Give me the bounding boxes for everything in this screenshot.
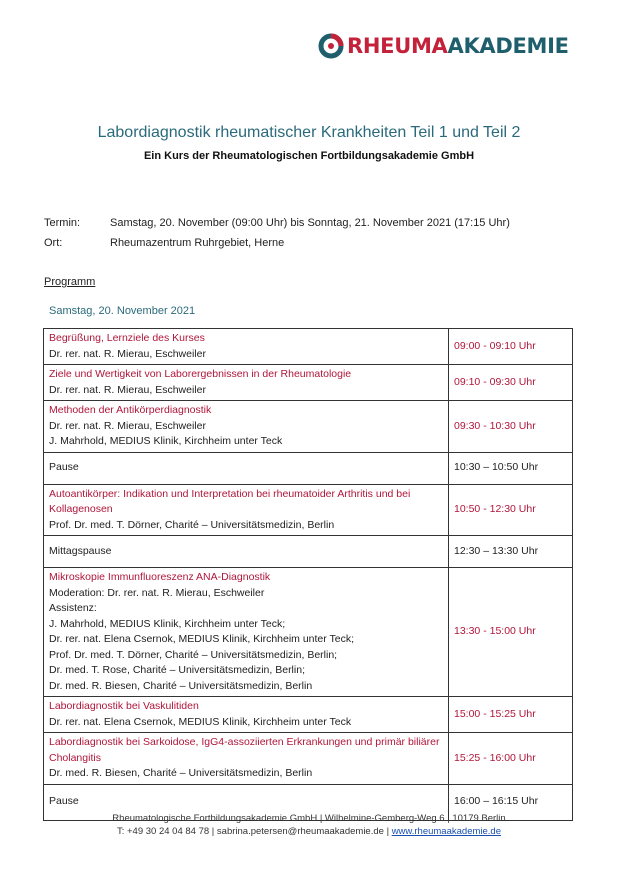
session-title: Labordiagnostik bei Sarkoidose, IgG4-assoziierten Erkrankungen und primär biliärer Cholangitis	[49, 736, 440, 764]
footer-contact	[0, 826, 618, 837]
table-row	[44, 733, 573, 785]
time-cell: 09:30 - 10:30 Uhr	[449, 401, 573, 453]
table-row	[44, 568, 573, 697]
table-row	[44, 484, 573, 536]
speaker-line: Dr. rer. nat. R. Mierau, Eschweiler	[49, 419, 206, 432]
meta-termin	[44, 217, 510, 229]
speaker-line: Dr. rer. nat. Elena Csernok, MEDIUS Klinik, Kirchheim unter Teck;	[49, 633, 355, 645]
table-row	[44, 365, 573, 401]
termin-value: Samstag, 20. November (09:00 Uhr) bis Sonntag, 21. November 2021 (17:15 Uhr)	[110, 217, 510, 229]
table-row	[44, 452, 573, 484]
time-cell: 15:25 - 16:00 Uhr	[449, 733, 573, 785]
speaker-line: Dr. med. T. Rose, Charité – Universitätsmedizin, Berlin;	[49, 664, 305, 676]
session-cell	[44, 568, 449, 697]
session-cell	[44, 329, 449, 365]
time-cell: 09:00 - 09:10 Uhr	[449, 329, 573, 365]
speaker-line: J. Mahrhold, MEDIUS Klinik, Kirchheim unter Teck	[49, 435, 283, 447]
speaker-line: Prof. Dr. med. T. Dörner, Charité – Universitätsmedizin, Berlin	[49, 518, 335, 531]
break-label: Mittagspause	[49, 544, 112, 557]
day-heading: Samstag, 20. November 2021	[49, 305, 196, 317]
break-label: Pause	[49, 461, 79, 474]
table-row	[44, 401, 573, 453]
ort-label: Ort:	[44, 237, 63, 249]
session-cell	[44, 484, 449, 536]
document-subtitle: Ein Kurs der Rheumatologischen Fortbildungsakademie GmbH	[143, 150, 475, 162]
speaker-line: Prof. Dr. med. T. Dörner, Charité – Universitätsmedizin, Berlin;	[49, 648, 338, 661]
break-cell	[44, 452, 449, 484]
session-cell	[44, 697, 449, 733]
time-cell: 12:30 – 13:30 Uhr	[449, 536, 573, 568]
programm-heading: Programm	[44, 276, 96, 288]
speaker-line: Dr. med. R. Biesen, Charité – Universitätsmedizin, Berlin	[49, 679, 313, 692]
speaker-line: Dr. rer. nat. Elena Csernok, MEDIUS Klinik, Kirchheim unter Teck	[49, 715, 352, 728]
speaker-line: J. Mahrhold, MEDIUS Klinik, Kirchheim unter Teck;	[49, 617, 286, 630]
break-cell	[44, 536, 449, 568]
session-cell	[44, 733, 449, 785]
logo-text-rheuma: RHEUMA	[347, 34, 448, 58]
session-title: Mikroskopie Immunfluoreszenz ANA-Diagnostik	[49, 571, 271, 583]
speaker-line: Assistenz:	[49, 602, 97, 614]
session-title: Methoden der Antikörperdiagnostik	[49, 404, 212, 416]
time-cell: 09:10 - 09:30 Uhr	[449, 365, 573, 401]
speaker-line: Dr. rer. nat. R. Mierau, Eschweiler	[49, 383, 206, 396]
time-cell: 13:30 - 15:00 Uhr	[449, 568, 573, 697]
document-title: Labordiagnostik rheumatischer Krankheiten Teil 1 und Teil 2	[97, 124, 521, 141]
session-cell	[44, 365, 449, 401]
time-cell: 10:50 - 12:30 Uhr	[449, 484, 573, 536]
session-title: Ziele und Wertigkeit von Laborergebnissen in der Rheumatologie	[49, 368, 352, 380]
break-label: Pause	[49, 795, 79, 808]
time-cell: 16:00 – 16:15 Uhr	[449, 784, 573, 820]
termin-label: Termin:	[44, 217, 81, 229]
ort-value: Rheumazentrum Ruhrgebiet, Herne	[110, 237, 285, 249]
session-title: Begrüßung, Lernziele des Kurses	[49, 332, 205, 344]
session-title: Autoantikörper: Indikation und Interpretation bei rheumatoider Arthritis und bei Kollagenosen	[49, 487, 411, 515]
speaker-line: Dr. rer. nat. R. Mierau, Eschweiler	[49, 347, 206, 360]
speaker-line: Moderation: Dr. rer. nat. R. Mierau, Eschweiler	[49, 586, 265, 599]
table-row	[44, 697, 573, 733]
session-title: Labordiagnostik bei Vaskulitiden	[49, 700, 199, 712]
time-cell: 10:30 – 10:50 Uhr	[449, 452, 573, 484]
session-cell	[44, 401, 449, 453]
schedule-table	[43, 328, 573, 821]
website-link[interactable]: www.rheumaakademie.de	[391, 826, 501, 837]
table-row	[44, 536, 573, 568]
rheuma-logo-icon	[318, 33, 344, 59]
logo-text-akademie: AKADEMIE	[447, 34, 569, 58]
logo	[318, 30, 569, 62]
speaker-line: Dr. med. R. Biesen, Charité – Universitätsmedizin, Berlin	[49, 767, 313, 779]
meta-ort	[44, 237, 284, 249]
footer-address: Rheumatologische Fortbildungsakademie GmbH | Wilhelmine-Gemberg-Weg 6 | 10179 Berlin	[112, 813, 506, 824]
time-cell: 15:00 - 15:25 Uhr	[449, 697, 573, 733]
table-row	[44, 329, 573, 365]
footer-contact-text: T: +49 30 24 04 84 78 | sabrina.petersen@rheumaakademie.de |	[116, 826, 390, 837]
